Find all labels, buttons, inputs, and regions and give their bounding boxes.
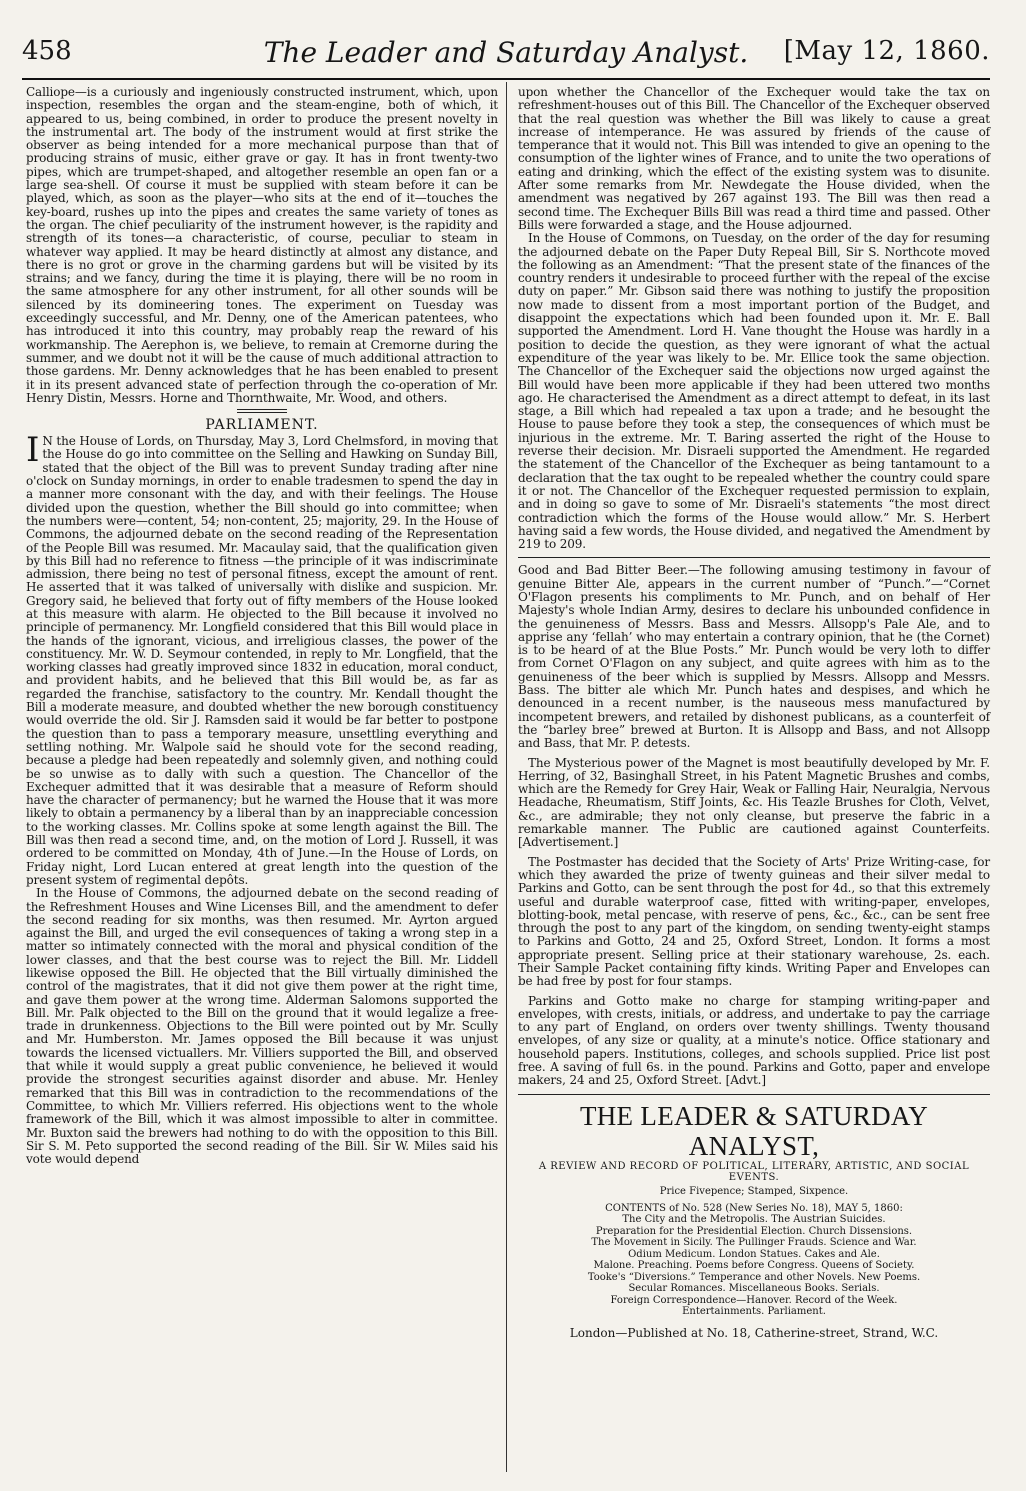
parliament-continued: upon whether the Chancellor of the Exchequer would take the tax on refreshment-houses out of this Bill. The Chancellor of the Exchequer observed that the real question was whether the Bill was likely to cause a great increase of intemperance. He was assured by friends of the cause of temperance that it would not. This Bill was intended to give an opening to the consumption of the lighter wines of France, and to unite the two operations of eating and drinking, which the effect of the existing system was to disunite. After some remarks from Mr. Newdegate the House divided, when the amendment was negatived by 267 against 193. The Bill was then read a second time. The Exchequer Bills Bill was read a third time and passed. Other Bills were forwarded a stage, and the House adjourned. [518,85,990,232]
section-rule [518,557,990,558]
running-header [22,36,990,76]
contents-line: Preparation for the Presidential Election. Church Dissensions. [595,1225,913,1237]
contents-line: Secular Romances. Miscellaneous Books. Serials. [628,1283,880,1295]
publisher-line: London—Published at No. 18, Catherine-street, Strand, W.C. [569,1325,939,1340]
issue-date: [May 12, 1860. [783,36,990,66]
contents-line: The City and the Metropolis. The Austrian Suicides. [622,1214,886,1226]
contents-line: The Movement in Sicily. The Pullinger Frauds. Science and War. [591,1237,917,1249]
ad-magnet: The Mysterious power of the Magnet is most beautifully developed by Mr. F. Herring, of 32, Basinghall Street, in his Patent Magnetic Brushes and combs, which are the Remedy for Grey Hair, Weak or Falling Hair, Neuralgia, Nervous Headache, Rheumatism, Stiff Joints, &c. His Teazle Brushes for Cloth, Velvet, &c., are admirable; they not only cleanse, but preserve the fabric in a remarkable manner. The Public are cautioned against Counterfeits. [Advertisement.] [518,755,990,850]
masthead-subtitle: A REVIEW AND RECORD OF POLITICAL, LITERARY, ARTISTIC, AND SOCIAL EVENTS. [538,1160,970,1183]
masthead-title: THE LEADER & SATURDAY ANALYST, [579,1100,929,1161]
section-heading-parliament: PARLIAMENT. [205,417,319,434]
ad-postmaster: The Postmaster has decided that the Society of Arts' Prize Writing-case, for which they awarded the prize of twenty guineas and their silver medal to Parkins and Gotto, can be sent through the post for 4d., so that this extremely useful and durable waterproof case, fitted with writing-paper, envelopes, blotting-book, metal pencase, with reserve of pens, &c., &c., can be sent free through the post to any part of the kingdom, on sending twenty-eight stamps to Parkins and Gotto, 24 and 25, Oxford Street, London. It forms a most appropriate present. Selling price at their stationary warehouse, 2s. each. Their Sample Packet containing fifty kinds. Writing Paper and Envelopes can be had free by post for four stamps. [518,854,990,989]
right-column [518,86,990,1340]
left-column [26,86,498,1166]
drop-cap: I [26,430,40,471]
contents-line: Tooke's “Diversions.” Temperance and other Novels. New Poems. [587,1271,921,1283]
parliament-paragraph-3: In the House of Commons, on Tuesday, on the order of the day for resuming the adjourned debate on the Paper Duty Repeal Bill, Sir S. Northcote moved the following as an Amendment: “That the present state of the finances of the country renders it undesirable to proceed further with the repeal of the excise duty on paper.” Mr. Gibson said there was nothing to justify the proposition now made to dissent from a most important portion of the Budget, and disappoint the expectations which had been founded upon it. Mr. E. Ball supported the Amendment. Lord H. Vane thought the House was hardly in a position to decide the question, as they were ignorant of what the actual expenditure of the year was likely to be. Mr. Ellice took the same objection. The Chancellor of the Exchequer said the objections now urged against the Bill would have been more applicable if they had been uttered two months ago. He characterised the Amendment as a direct attempt to defeat, in its last stage, a Bill which had repealed a tax upon a trade; and he besought the House to pause before they took a step, the consequences of which must be injurious in the extreme. Mr. T. Baring asserted the right of the House to reverse their decision. Mr. Disraeli supported the Amendment. He regarded the statement of the Chancellor of the Exchequer as being tantamount to a declaration that the tax ought to be repealed whether the country could spare it or not. The Chancellor of the Exchequer requested permission to explain, and in doing so gave to some of Mr. Disraeli's statements “the most direct contradiction which the forms of the House would allow.” Mr. S. Herbert having said a few words, the House divided, and negatived the Amendment by 219 to 209. [518,231,990,552]
masthead-rule [518,1094,990,1095]
contents-line: Entertainments. Parliament. [682,1306,826,1318]
price-line: Price Fivepence; Stamped, Sixpence. [659,1185,849,1197]
publication-title: The Leader and Saturday Analyst. [263,36,749,69]
contents-heading: CONTENTS of No. 528 (New Series No. 18), MAY 5, 1860: [605,1202,903,1214]
header-rule [22,78,990,80]
calliope-paragraph: Calliope—is a curiously and ingeniously constructed instrument, which, upon inspection, resembles the organ and the steam-engine, both of which, it appeared to us, being combined, in order to produce the present novelty in the instrumental art. The body of the instrument would at first strike the observer as being intended for a more mechanical purpose than that of producing strains of music, either grave or gay. It has in front twenty-two pipes, which are trumpet-shaped, and altogether resemble an open fan or a large sea-shell. Of course it must be supplied with steam before it can be played, which, as soon as the player—who sits at the end of it—touches the key-board, rushes up into the pipes and creates the same variety of tones as the organ. The chief peculiarity of the instrument however, is the rapidity and strength of its tones—a characteristic, of course, peculiar to steam in whatever way applied. It may be heard distinctly at almost any distance, and there is no grot or grove in the charming gardens but will be visited by its strains; and we fancy, during the time it is playing, there will be no room in the same atmosphere for any other instrument, for all other sounds will be silenced by its domineering tones. The experiment on Tuesday was exceedingly successful, and Mr. Denny, one of the American patentees, who has introduced it into this country, may probably reap the reward of his workmanship. The Aerephon is, we believe, to remain at Cremorne during the summer, and we doubt not it will be the cause of much additional attraction to those gardens. Mr. Denny acknowledges that he has been enabled to present it in its present advanced state of perfection through the co-operation of Mr. Henry Distin, Messrs. Horne and Thornthwaite, Mr. Wood, and others. [26,85,498,405]
page-number: 458 [22,36,72,66]
contents-list [518,1203,990,1318]
contents-line: Odium Medicum. London Statues. Cakes and Ale. [628,1248,880,1260]
parliament-paragraph [26,430,498,887]
section-rule [237,409,287,413]
contents-line: Malone. Preaching. Poems before Congress. Queens of Society. [593,1260,915,1272]
ad-parkins-gotto: Parkins and Gotto make no charge for stamping writing-paper and envelopes, with crests, initials, or address, and undertake to pay the carriage to any part of England, on orders over twenty shillings. Twenty thousand envelopes, of any size or quality, at a minute's notice. Office stationary and household papers. Institutions, colleges, and schools supplied. Price list post free. A saving of full 6s. in the pound. Parkins and Gotto, paper and envelope makers, 24 and 25, Oxford Street. [Advt.] [518,993,990,1088]
parliament-paragraph-2: In the House of Commons, the adjourned debate on the second reading of the Refreshment Houses and Wine Licenses Bill, and the amendment to defer the second reading for six months, was then resumed. Mr. Ayrton argued against the Bill, and urged the evil consequences of taking a wrong step in a matter so intimately connected with the moral and physical condition of the lower classes, and that the best course was to reject the Bill. Mr. Liddell likewise opposed the Bill. He objected that the Bill virtually diminished the control of the magistrates, that it did not give them power at the right time, and gave them power at the wrong time. Alderman Salomons supported the Bill. Mr. Palk objected to the Bill on the ground that it would legalize a free-trade in drunkenness. Objections to the Bill were pointed out by Mr. Scully and Mr. Humberston. Mr. James opposed the Bill because it was unjust towards the licensed victuallers. Mr. Villiers supported the Bill, and observed that while it would supply a great public convenience, he believed it would provide the strongest securities against disorder and abuse. Mr. Henley remarked that this Bill was in contradiction to the recommendations of the Committee, to which Mr. Villiers referred. His objections went to the whole framework of the Bill, which it was almost impossible to alter in committee. Mr. Buxton said the brewers had nothing to do with the opposition to this Bill. Sir S. M. Peto supported the second reading of the Bill. Sir W. Miles said his vote would depend [26,886,498,1167]
parliament-text: N the House of Lords, on Thursday, May 3, Lord Chelmsford, in moving that the House do go into committee on the Selling and Hawking on Sunday Bill, stated that the object of the Bill was to prevent Sunday trading after nine o'clock on Sunday mornings, in order to enable tradesmen to spend the day in a manner more consonant with the day, and with their feelings. The House divided upon the question, whether the Bill should go into committee; when the numbers were—content, 54; non-content, 25; majority, 29. In the House of Commons, the adjourned debate on the second reading of the Representation of the People Bill was resumed. Mr. Macaulay said, that the qualification given by this Bill had no reference to fitness —the principle of it was indiscriminate admission, there being no test of personal fitness, except the amount of rent. He asserted that it was talked of universally with dislike and suspicion. Mr. Gregory said, he believed that forty out of fifty members of the House looked at this measure with alarm. He objected to the Bill because it involved no principle of permanency. Mr. Longfield considered that this Bill would place in the hands of the ignorant, vicious, and irreligious classes, the power of the constituency. Mr. W. D. Seymour contended, in reply to Mr. Longfield, that the working classes had greatly improved since 1832 in education, moral conduct, and provident habits, and he believed that this Bill would be, as far as regarded the franchise, satisfactory to the country. Mr. Kendall thought the Bill a moderate measure, and doubted whether the new borough constituency would override the old. Sir J. Ramsden said it would be far better to postpone the question than to pass a temporary measure, unsettling everything and settling nothing. Mr. Walpole said he should vote for the second reading, because a pledge had been repeatedly and solemnly given, and nothing could be so unwise as to dally with such a question. The Chancellor of the Exchequer admitted that it was desirable that a measure of Reform should have the character of permanency; but he warned the House that it was more likely to obtain a permanency by a liberal than by an inappreciable concession to the working classes. Mr. Collins spoke at some length against the Bill. The Bill was then read a second time, and, on the motion of Lord J. Russell, it was ordered to be committed on Monday, 4th of June.—In the House of Lords, on Friday night, Lord Lucan entered at great length into the question of the present system of regimental depôts. [26,434,498,887]
ad-bitter-beer: Good and Bad Bitter Beer.—The following amusing testimony in favour of genuine Bitter Ale, appears in the current number of “Punch.”—“Cornet O'Flagon presents his compliments to Mr. Punch, and on behalf of Her Majesty's whole Indian Army, desires to declare his unbounded confidence in the genuineness of Messrs. Bass and Messrs. Allsopp's Pale Ale, and to apprise any ‘fellah’ who may entertain a contrary opinion, that he (the Cornet) is to be heard of at the Blue Posts.” Mr. Punch would be very loth to differ from Cornet O'Flagon on any subject, and quite agrees with him as to the genuineness of the beer which is supplied by Messrs. Allsopp and Messrs. Bass. The bitter ale which Mr. Punch hates and despises, and which he denounced in a recent number, is the nauseous mess manufactured by incompetent brewers, and retailed by dishonest publicans, as a counterfeit of the “barley bree” brewed at Burton. It is Allsopp and Bass, and not Allsopp and Bass, that Mr. P. detests. [518,563,990,751]
column-divider [506,82,507,1472]
contents-line: Foreign Correspondence—Hanover. Record of the Week. [610,1294,898,1306]
